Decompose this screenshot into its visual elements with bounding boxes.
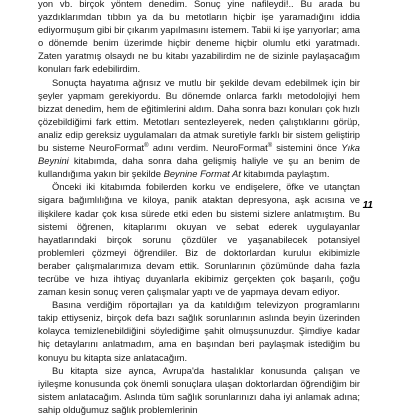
body-text — [38, 0, 360, 416]
paragraph-4: Basına verdiğim röportajları ya da katıldığım televizyon programlarını takip ettiyseniz, birçok defa bazı sağlık sorunlarının aslında beyin üzerinden kolayca temizlenebildiğini söylediğime şahit olmuşsunuzdur. Şimdiye kadar hiç detaylarını anlatmadım, ama en başından beri paylaşmak istediğim bu konuyu bu kitapta size anlatacağım. — [38, 299, 360, 363]
page-number: 11 — [362, 200, 373, 211]
paragraph-1: yon vb. birçok yöntem denedim. Sonuç yine nafileydi!.. Bu arada bu yazdıklarımdan tıbbın ya da bu metotların hiçbir işe yaramadığını iddia ediyormuşum gibi bir çıkarım yapılmasını istemem. Tabii ki işe yarıyorlar; ama o dönemde benim üzerimde hiçbir deneme hiçbir olumlu etki yaratmadı. Zaten yaratmış olsaydı ne bu kitabı yazabilirdim ne de sizinle paylaşacağım konuları fark edebilirdim. — [38, 0, 360, 75]
paragraph-5: Bu kitapta size aynca, Avrupa'da hastalıklar konusunda çalışan ve iyileşme konusunda çok önemli sonuçlara ulaşan doktorlardan öğrendiğim bir sistem anlatacağım. Aslında tüm sağlık sorunlarınızı daha iyi anlamak adına; sahip olduğumuz sağlık problemlerinin — [38, 364, 360, 415]
paragraph-3: Önceki iki kitabımda fobilerden korku ve endişelere, öfke ve utançtan sigara bağımlılığına ve kiloya, panik ataktan depresyona, aşk acısına ve ilişkilere kadar çok kısa sürede etki eden bu sistemi sizlere anlatmıştım. Bu sistemi öğrenen, kitaplarımı okuyan ve sebat ederek uygulayanlar hayatlarındaki birçok sorunu çözdüler ve yaşanabilecek potansiyel problemleri çözmeyi öğrendiler. Biz de doktorlardan kuruluı ekibimizle beraber çalışmalarımıza devam ettik. Sorunlarının çözümünde daha fazla tecrübe ve hıza ihtiyaç duyanlarla ekibimiz gerçekten çok başarılı, çoğu zaman kesin sonuç veren çalışmalar yaptı ve de yapmaya devam ediyor. — [38, 181, 360, 298]
paragraph-2 — [38, 76, 360, 181]
paragraph-2-part-1: Sonuçta hayatıma ağrısız ve mutlu bir şekilde devam edebilmek için bir şeyler yapmam gerekiyordu. Bu dönemde onlarca farklı metodolojiyi hem bizzat denedim, hem de eğitimlerini aldım. Daha sonra bazı konuları çok hızlı çözebildiğimi fark ettim. Metotları sentezleyerek, neden çalıştıklarını görüp, analiz edip gereksiz uygulamaları da atmak suretiyle farklı bir sistem geliştirip bu sisteme NeuroFormat® adını verdim. NeuroFormat® sistemini önce Yıka Beynini kitabımda, daha sonra daha gelişmiş haliyle ve şu an benim de kullandığıma yakın bir şekilde Beynine Format At kitabımda paylaştım. — [38, 76, 361, 180]
book-page — [38, 0, 360, 416]
